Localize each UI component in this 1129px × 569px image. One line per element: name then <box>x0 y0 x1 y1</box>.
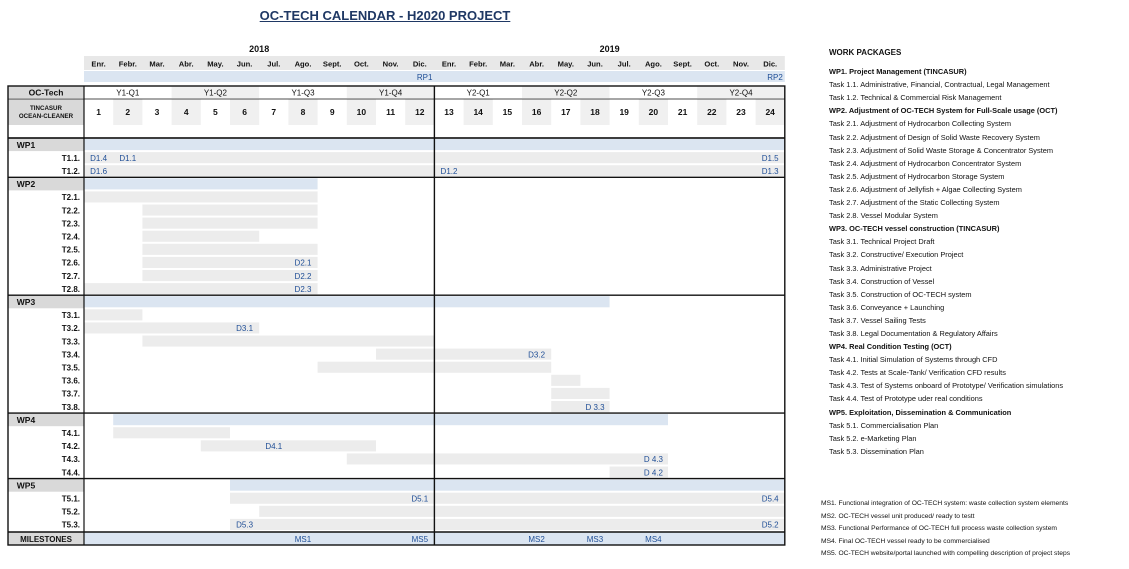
deliverable-label: D1.4 <box>90 153 108 163</box>
task-item: Task 3.6. Conveyance + Launching <box>829 302 945 312</box>
month-label: Febr. <box>469 59 488 69</box>
month-label: Oct. <box>704 59 720 69</box>
quarter-label: Y2-Q3 <box>641 88 665 98</box>
task-bar <box>347 453 668 464</box>
month-label: Jul. <box>267 59 281 69</box>
task-bar <box>142 205 317 216</box>
task-item: Task 4.3. Test of Systems onboard of Prototype/ Verification simulations <box>829 381 1064 391</box>
rp-label: RP2 <box>767 73 783 82</box>
milestone-label: MS2 <box>528 534 545 544</box>
task-bar <box>113 427 230 438</box>
month-number: 10 <box>356 107 367 117</box>
task-item: Task 1.2. Technical & Commercial Risk Management <box>829 93 1002 103</box>
task-label: T3.5. <box>61 363 80 373</box>
month-label: Nov. <box>733 59 749 69</box>
month-number: 12 <box>415 107 425 117</box>
quarter-label: Y1-Q4 <box>379 88 403 98</box>
task-bar <box>142 257 317 268</box>
month-number: 2 <box>125 107 131 117</box>
month-number: 7 <box>271 107 277 117</box>
task-bar <box>142 270 317 281</box>
task-item: Task 5.3. Dissemination Plan <box>829 446 924 456</box>
wp-label: WP2 <box>16 179 36 190</box>
task-label: T3.3. <box>61 337 80 347</box>
month-label: Ago. <box>644 59 662 69</box>
tincasur-label-cell <box>8 99 84 125</box>
task-item: Task 3.2. Constructive/ Execution Project <box>829 250 964 260</box>
quarter-label: Y2-Q2 <box>554 88 578 98</box>
task-item: Task 3.3. Administrative Project <box>829 263 932 273</box>
year-label: 2018 <box>249 44 270 54</box>
task-label: T2.3. <box>61 219 80 229</box>
task-label: T4.2. <box>61 442 80 452</box>
month-label: Jul. <box>617 59 631 69</box>
wp-label: WP4 <box>16 414 36 425</box>
task-bar <box>84 309 142 320</box>
month-label: Jun. <box>587 59 603 69</box>
milestones-legend <box>821 498 1126 561</box>
deliverable-label: D5.4 <box>761 494 779 504</box>
wp-label: WP1 <box>16 139 36 150</box>
page-title: OC-TECH CALENDAR - H2020 PROJECT <box>259 8 511 23</box>
month-label: Mar. <box>149 59 165 69</box>
task-bar <box>259 506 785 517</box>
month-label: Dic. <box>763 59 778 69</box>
deliverable-label: D3.2 <box>528 350 546 360</box>
milestones-label: MILESTONES <box>20 534 72 544</box>
milestone-label: MS3 <box>586 534 604 544</box>
milestone-description: MS4. Final OC-TECH vessel ready to be commercialised <box>821 537 990 545</box>
month-label: Ago. <box>294 59 312 69</box>
month-number: 6 <box>242 107 247 117</box>
deliverable-label: D 3.3 <box>585 402 605 412</box>
task-bar <box>142 218 317 229</box>
deliverable-label: D1.3 <box>761 167 779 176</box>
month-label: Mar. <box>499 59 516 69</box>
milestone-label: MS5 <box>411 534 429 544</box>
work-package-item: WP1. Project Management (TINCASUR) <box>829 67 967 77</box>
task-label: T3.1. <box>61 311 80 321</box>
task-label: T2.8. <box>61 284 80 294</box>
task-label: T2.2. <box>61 206 80 216</box>
month-number: 1 <box>96 107 101 117</box>
milestone-description: MS1. Functional integration of OC-TECH system: waste collection system elements <box>821 500 1069 507</box>
month-label: Enr. <box>91 59 106 69</box>
month-number: 18 <box>590 107 600 117</box>
quarter-label: Y1-Q2 <box>203 88 227 98</box>
deliverable-label: D 4.2 <box>643 468 663 478</box>
month-number: 19 <box>619 107 629 117</box>
task-label: T2.1. <box>61 193 80 203</box>
deliverable-label: D1.2 <box>440 167 458 176</box>
task-label: T3.8. <box>61 402 80 412</box>
milestone-description: MS3. Functional Performance of OC-TECH full process waste collection system <box>821 525 1058 532</box>
tincasur-label: OCEAN-CLEANER <box>18 113 74 120</box>
task-item: Task 4.4. Test of Prototype uder real conditions <box>829 394 983 404</box>
task-bar <box>142 231 259 242</box>
deliverable-label: D4.1 <box>265 442 283 452</box>
work-package-item: WP3. OC-TECH vessel construction (TINCASUR) <box>829 224 1000 234</box>
task-label: T2.6. <box>61 258 80 268</box>
deliverable-label: D3.1 <box>236 324 254 334</box>
month-label: Jun. <box>236 59 253 69</box>
deliverable-label: D1.6 <box>90 167 108 176</box>
task-label: T3.2. <box>61 324 80 334</box>
month-number: 14 <box>473 107 483 117</box>
task-item: Task 2.1. Adjustment of Hydrocarbon Collecting System <box>829 119 1011 129</box>
month-number: 24 <box>765 107 775 117</box>
month-label: Dic. <box>412 59 427 69</box>
task-item: Task 3.1. Technical Project Draft <box>829 237 935 247</box>
work-packages-legend <box>829 46 1125 458</box>
month-number: 11 <box>386 107 396 117</box>
wp-bar <box>230 480 785 491</box>
task-bar <box>551 375 580 386</box>
task-label: T1.1. <box>61 153 80 163</box>
task-item: Task 4.1. Initial Simulation of Systems through CFD <box>829 355 998 365</box>
month-number: 9 <box>329 107 335 117</box>
month-label: Abr. <box>178 59 194 69</box>
milestone-label: MS1 <box>294 534 312 544</box>
task-item: Task 2.7. Adjustment of the Static Collecting System <box>829 198 1000 208</box>
task-item: Task 5.1. Commercialisation Plan <box>829 420 939 430</box>
quarter-label: Y1-Q1 <box>116 88 140 98</box>
milestone-description: MS5. OC-TECH website/portal launched with compelling description of project steps <box>821 550 1071 557</box>
task-label: T4.1. <box>61 429 80 438</box>
month-label: May. <box>557 59 574 69</box>
task-item: Task 3.7. Vessel Sailing Tests <box>829 315 926 325</box>
rp-label: RP1 <box>416 73 433 82</box>
month-label: Abr. <box>529 59 544 69</box>
deliverable-label: D1.1 <box>119 153 137 163</box>
quarter-label: Y1-Q3 <box>291 88 315 98</box>
deliverable-label: D5.3 <box>236 520 254 530</box>
deliverable-label: D1.5 <box>761 153 779 163</box>
milestone-label: MS4 <box>645 534 662 544</box>
month-number: 3 <box>154 107 160 117</box>
year-label: 2019 <box>599 44 620 54</box>
deliverable-label: D5.2 <box>761 520 779 530</box>
task-item: Task 1.1. Administrative, Financial, Contractual, Legal Management <box>829 80 1050 90</box>
task-item: Task 4.2. Tests at Scale-Tank/ Verification CFD results <box>829 368 1006 378</box>
month-label: Sept. <box>673 59 692 69</box>
month-number: 5 <box>213 107 218 117</box>
month-number: 23 <box>736 107 746 117</box>
task-label: T5.2. <box>61 507 80 517</box>
work-package-item: WP4. Real Condition Testing (OCT) <box>829 342 952 352</box>
task-label: T3.7. <box>61 389 80 399</box>
month-number: 8 <box>300 107 306 117</box>
quarter-label: Y2-Q4 <box>729 88 753 98</box>
task-item: Task 2.4. Adjustment of Hydrocarbon Concentrator System <box>829 158 1022 168</box>
month-number: 4 <box>183 107 189 117</box>
task-label: T3.6. <box>61 376 80 386</box>
month-number: 21 <box>677 107 688 117</box>
month-number: 13 <box>444 107 454 117</box>
quarter-label: Y2-Q1 <box>466 88 490 98</box>
wp-label: WP5 <box>16 480 36 491</box>
task-bar <box>84 283 318 294</box>
work-packages-list <box>829 65 1125 458</box>
month-label: Sept. <box>322 59 342 69</box>
task-bar <box>142 244 317 255</box>
gantt-chart <box>6 40 781 564</box>
task-label: T1.2. <box>61 167 80 176</box>
task-label: T5.3. <box>61 520 80 530</box>
task-bar <box>230 493 785 504</box>
month-number: 20 <box>648 107 659 117</box>
gantt-svg <box>6 40 781 564</box>
task-bar <box>84 191 318 202</box>
month-label: May. <box>207 59 224 69</box>
task-bar <box>376 349 551 360</box>
wp-label: WP3 <box>16 297 36 307</box>
milestone-description: MS2. OC-TECH vessel unit produced/ ready to testt <box>821 512 975 520</box>
task-item: Task 2.6. Adjustment of Jellyfish + Algae Collecting System <box>829 184 1022 194</box>
work-packages-heading: WORK PACKAGES <box>829 48 902 57</box>
task-label: T2.5. <box>61 245 80 255</box>
deliverable-label: D5.1 <box>411 494 429 504</box>
task-bar <box>551 388 609 399</box>
task-bar <box>142 336 434 347</box>
task-bar <box>230 519 785 530</box>
deliverable-label: D2.1 <box>294 258 312 268</box>
month-number: 22 <box>707 107 717 117</box>
tincasur-label: TINCASUR <box>30 105 62 112</box>
task-label: T4.3. <box>61 455 80 465</box>
task-item: Task 3.8. Legal Documentation & Regulatory Affairs <box>829 328 998 338</box>
rp-band <box>84 71 785 82</box>
task-item: Task 3.5. Construction of OC-TECH system <box>829 289 972 299</box>
month-number: 17 <box>561 107 571 117</box>
task-label: T2.7. <box>61 271 80 281</box>
task-label: T4.4. <box>61 468 80 478</box>
deliverable-label: D2.3 <box>294 284 312 294</box>
wp-bar <box>84 178 318 189</box>
task-label: T5.1. <box>61 494 80 504</box>
task-label: T2.4. <box>61 232 80 242</box>
month-number: 15 <box>502 107 513 117</box>
month-label: Nov. <box>382 59 399 69</box>
month-label: Oct. <box>354 59 369 69</box>
deliverable-label: D 4.3 <box>643 455 663 465</box>
task-bar <box>84 322 259 333</box>
task-bar <box>201 440 376 451</box>
deliverable-label: D2.2 <box>294 271 312 281</box>
octech-label: OC-Tech <box>28 87 64 98</box>
task-item: Task 2.5. Adjustment of Hydrocarbon Storage System <box>829 171 1005 181</box>
task-item: Task 2.3. Adjustment of Solid Waste Storage & Concentrator System <box>829 145 1054 155</box>
wp-bar <box>84 296 610 307</box>
work-package-item: WP5. Exploitation, Dissemination & Communication <box>829 407 1012 417</box>
task-item: Task 2.8. Vessel Modular System <box>829 211 938 221</box>
task-item: Task 2.2. Adjustment of Design of Solid Waste Recovery System <box>829 132 1040 142</box>
task-label: T3.4. <box>61 350 80 360</box>
wp-bar <box>113 414 668 425</box>
month-label: Enr. <box>441 59 457 69</box>
work-package-item: WP2. Adjustment of OC-TECH System for Full-Scale usage (OCT) <box>829 106 1058 116</box>
task-item: Task 3.4. Construction of Vessel <box>829 276 935 286</box>
month-number: 16 <box>531 107 542 117</box>
task-item: Task 5.2. e-Marketing Plan <box>829 433 917 443</box>
month-label: Febr. <box>118 59 137 69</box>
